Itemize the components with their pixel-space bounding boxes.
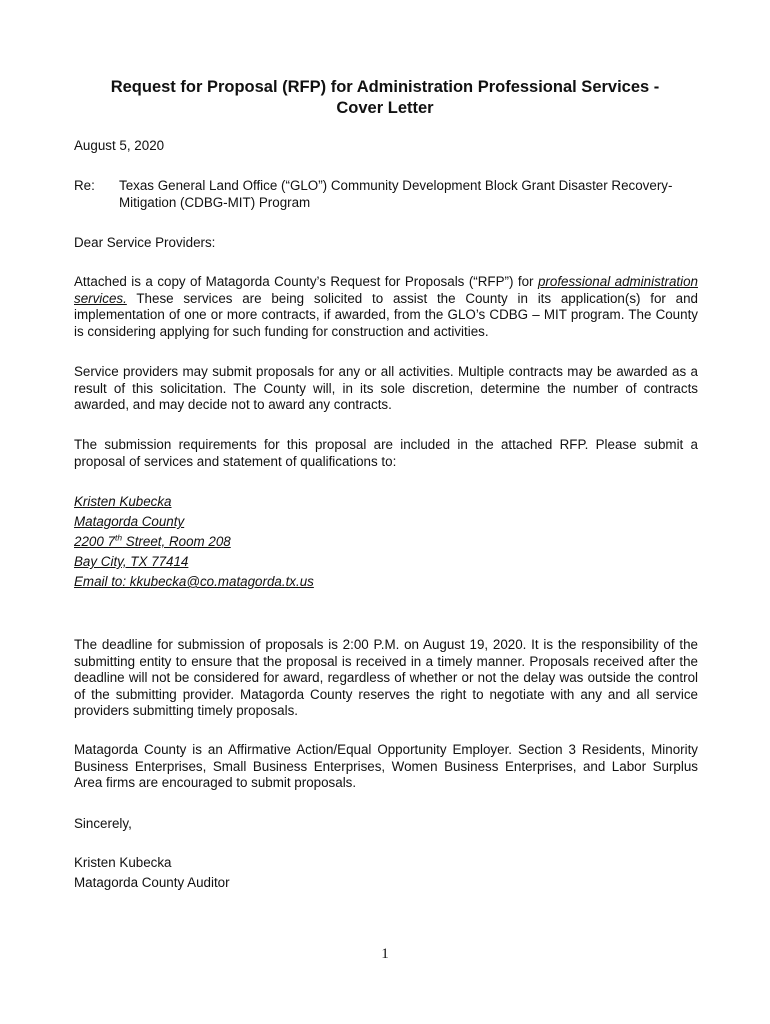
page-title (60, 77, 710, 119)
paragraph-submission: The submission requirements for this proposal are included in the attached RFP. Please submit a proposal of services and statement of qualifications to: (74, 437, 698, 469)
contact-street (74, 532, 698, 552)
signature-title: Matagorda County Auditor (74, 874, 230, 890)
contact-city: Bay City, TX 77414 (74, 554, 189, 569)
closing: Sincerely, (74, 816, 132, 831)
title-line-1: Request for Proposal (RFP) for Administration Professional Services - (110, 78, 660, 96)
paragraph-intro-after: These services are being solicited to assist the County in its application(s) for and implementation of one or more contracts, if awarded, from the GLO’s CDBG – MIT program. The County is considering applying for such funding for construction and activities. (74, 290, 698, 339)
re-line-1: Texas General Land Office (“GLO”) Community Development Block Grant Disaster Recovery- (119, 178, 673, 193)
paragraph-deadline: The deadline for submission of proposals is 2:00 P.M. on August 19, 2020. It is the responsibility of the submitting entity to ensure that the proposal is received in a timely manner. Proposals received after the deadline will not be considered for award, regardless of whether or not the delay was outside the control of the submitting provider. Matagorda County reserves the right to negotiate with any and all service providers submitting timely proposals. (74, 637, 698, 718)
paragraph-contracts: Service providers may submit proposals for any or all activities. Multiple contracts may be awarded as a result of this solicitation. The County will, in its sole discretion, determine the number of contracts awarded, and may decide not to award any contracts. (74, 364, 698, 412)
re-subject (119, 178, 699, 211)
contact-email[interactable]: Email to: kkubecka@co.matagorda.tx.us (74, 574, 314, 589)
page-number: 1 (381, 946, 389, 962)
contact-org: Matagorda County (74, 514, 185, 529)
letter-date: August 5, 2020 (74, 138, 165, 153)
street-suffix: th (114, 532, 123, 543)
paragraph-intro (74, 274, 698, 340)
signature-block (74, 855, 698, 891)
paragraph-intro-emphasis: professional administration services. (74, 274, 698, 306)
paragraph-eeo: Matagorda County is an Affirmative Action/Equal Opportunity Employer. Section 3 Residents, Minority Business Enterprises, Small Business Enterprises, Women Business Enterprises, and Labor Surplus Area firms are encouraged to submit proposals. (74, 742, 698, 790)
contact-name: Kristen Kubecka (74, 494, 172, 509)
title-line-2: Cover Letter (336, 99, 434, 117)
signature-name: Kristen Kubecka (74, 855, 172, 870)
re-label: Re: (74, 178, 95, 193)
re-line-2: Mitigation (CDBG-MIT) Program (119, 194, 311, 210)
contact-address (74, 492, 698, 592)
salutation: Dear Service Providers: (74, 235, 216, 250)
street-rest: Street, Room 208 (122, 534, 231, 549)
paragraph-intro-before: Attached is a copy of Matagorda County’s Request for Proposals (“RFP”) for (74, 274, 538, 289)
street-number: 2200 7 (74, 534, 115, 549)
